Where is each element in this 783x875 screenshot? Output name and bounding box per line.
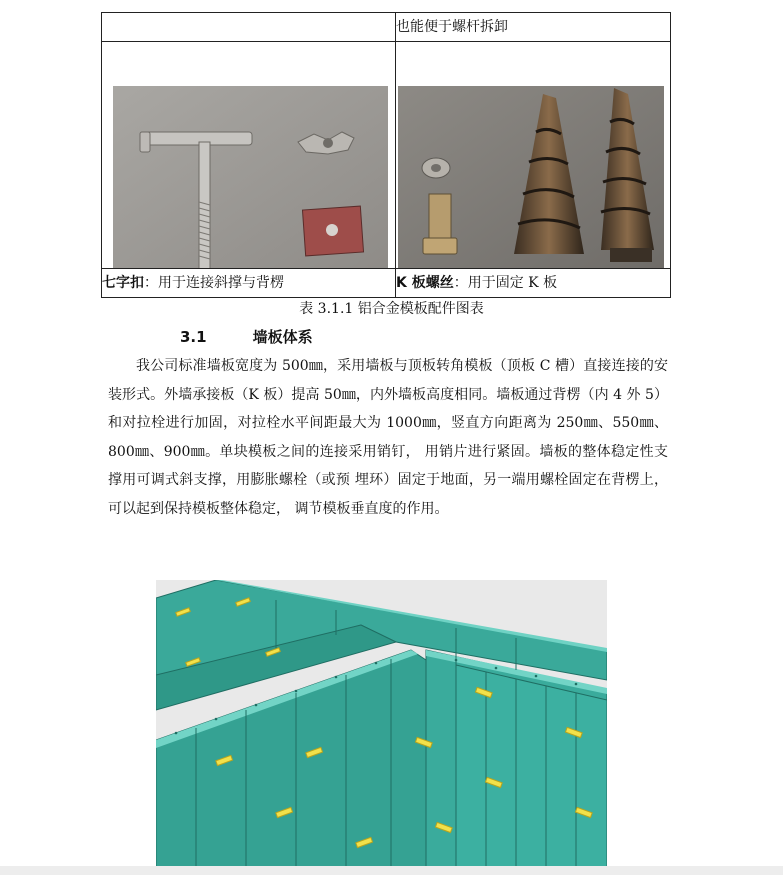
k-bolt-label-bold: K 板螺丝: [396, 275, 454, 291]
t-bolt-photo: [102, 42, 395, 268]
wall-formwork-rendering: [156, 580, 607, 867]
section-heading: [180, 324, 313, 350]
table-caption: 表 3.1.1 铝合金模板配件图表: [299, 301, 484, 317]
t-bolt-label-bold: 七字扣: [102, 275, 144, 291]
table-top-right-cell: 也能便于螺杆拆卸: [396, 13, 671, 42]
section-title: 墙板体系: [252, 328, 313, 346]
bottom-strip: [0, 866, 783, 875]
t-bolt-label-text: ：用于连接斜撑与背楞: [144, 275, 284, 291]
table-empty-cell: [102, 13, 396, 42]
accessory-table: [101, 12, 671, 298]
photo-cell-left: [102, 42, 396, 269]
t-bolt-label-cell: [102, 269, 396, 298]
k-bolt-label-text: ：用于固定 K 板: [453, 275, 558, 291]
photo-cell-right: [396, 42, 671, 269]
k-bolt-label-cell: [396, 269, 671, 298]
section-number: 3.1: [180, 328, 207, 346]
body-paragraph: 我公司标准墙板宽度为 500㎜，采用墙板与顶板转角模板（顶板 C 槽）直接连接的安装形式。外墙承接板（K 板）提高 50㎜，内外墙板高度相同。墙板通过背楞（内 4 外 5）和对拉栓进行加固，对拉栓水平间距最大为 1000㎜，竖直方向距离为 250㎜、550㎜、800㎜、900㎜。单块模板之间的连接采用销钉， 用销片进行紧固。墙板的整体稳定性支撑用可调式斜支撑，用膨胀螺栓（或预 埋环）固定于地面，另一端用螺栓固定在背楞上，可以起到保持模板整体稳定， 调节模板垂直度的作用。: [108, 358, 668, 517]
k-bolt-photo: [396, 42, 670, 268]
